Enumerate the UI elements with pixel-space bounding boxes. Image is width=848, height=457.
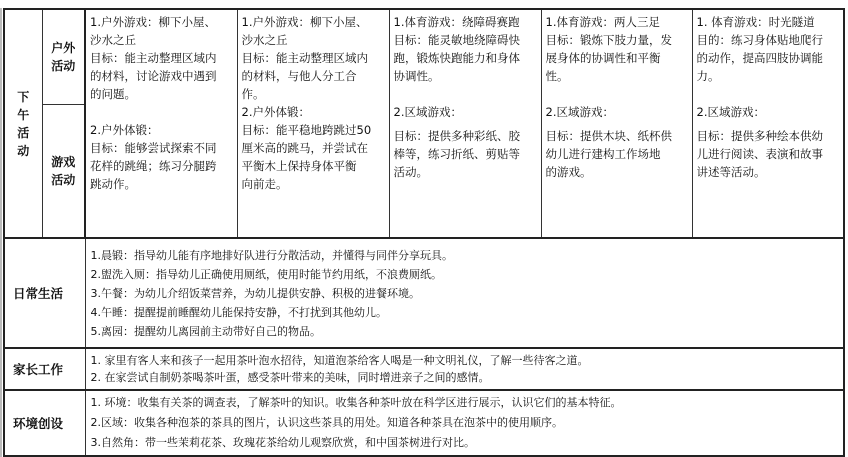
day5-line: 目的：练习身体贴地爬行 bbox=[696, 33, 823, 47]
day1-line: 的材料，讨论游戏中遇到 bbox=[90, 69, 217, 83]
environment-row bbox=[4, 390, 844, 456]
day4-line: 性。 bbox=[545, 69, 569, 83]
day5-line: 的动作，提高四肢协调能 bbox=[696, 51, 823, 65]
day3-line: 棒等，练习折纸、剪贴等 bbox=[393, 147, 520, 161]
environment-item: 2.区域：收集各种泡茶的茶具的图片，认识这些茶具的用处。知道各种茶具在泡茶中的使用顺序。 bbox=[90, 416, 563, 429]
day3-line: 2.区域游戏： bbox=[393, 105, 462, 119]
daily-life-label-cell bbox=[4, 238, 85, 348]
day5-line: 1. 体育游戏：时光隧道 bbox=[696, 15, 815, 29]
day4-line: 目标：锻炼下肢力量，发 bbox=[545, 33, 672, 47]
day5-line: 儿进行阅读、表演和故事 bbox=[696, 147, 823, 161]
environment-label: 环境创设 bbox=[13, 416, 64, 431]
day2-line: 平衡木上保持身体平衡 bbox=[241, 159, 357, 173]
outdoor-activity-label-cell bbox=[42, 9, 85, 104]
day2-line: 1.户外游戏：柳下小屋、 bbox=[241, 15, 368, 29]
day3-line: 活动。 bbox=[393, 165, 428, 179]
day1-line: 目标：能够尝试探索不同 bbox=[90, 141, 217, 155]
daily-life-item: 4.午睡：提醒提前睡醒幼儿能保持安静，不打扰到其他幼儿。 bbox=[90, 305, 387, 319]
outdoor-activity-label: 户外活动 bbox=[51, 40, 76, 73]
day-cell-3 bbox=[389, 9, 541, 238]
daily-life-item: 1.晨锻：指导幼儿能有序地排好队进行分散活动，并懂得与同伴分享玩具。 bbox=[90, 248, 453, 262]
environment-item: 1. 环境：收集有关茶的调查表，了解茶叶的知识。收集各种茶叶放在科学区进行展示，认识它们的基本特征。 bbox=[90, 396, 622, 409]
game-activity-label: 游戏活动 bbox=[51, 154, 76, 187]
day5-line: 讲述等活动。 bbox=[696, 165, 766, 179]
day2-line: 作。 bbox=[241, 87, 265, 101]
afternoon-row-top bbox=[4, 9, 844, 104]
day4-line: 1.体育游戏：两人三足 bbox=[545, 15, 660, 29]
day3-line: 跑，锻炼快跑能力和身体 bbox=[393, 51, 520, 65]
day4-line: 幼儿进行建构工作场地 bbox=[545, 147, 661, 161]
environment-label-cell bbox=[4, 390, 85, 456]
day2-line: 目标：能主动整理区域内 bbox=[241, 51, 368, 65]
daily-life-label: 日常生活 bbox=[13, 286, 64, 301]
day-cell-5 bbox=[692, 9, 844, 238]
day1-line: 2.户外体锻： bbox=[90, 123, 159, 137]
weekly-plan-table bbox=[3, 8, 845, 457]
day4-line: 2.区域游戏： bbox=[545, 105, 614, 119]
daily-life-item: 5.离园：提醒幼儿离园前主动带好自己的物品。 bbox=[90, 324, 321, 338]
parent-work-item: 1. 家里有客人来和孩子一起用茶叶泡水招待，知道泡茶给客人喝是一种文明礼仪，了解一些待客之道。 bbox=[90, 354, 589, 367]
day4-line: 目标：提供木块、纸杯供 bbox=[545, 129, 672, 143]
day-cell-1 bbox=[85, 9, 237, 238]
daily-life-item: 3.午餐：为幼儿介绍饭菜营养，为幼儿提供安静、积极的进餐环境。 bbox=[90, 286, 420, 300]
day3-line: 目标：提供多种彩纸、胶 bbox=[393, 129, 520, 143]
game-activity-label-cell bbox=[42, 104, 85, 238]
daily-life-item: 2.盥洗入厕：指导幼儿正确使用厕纸，使用时能节约用纸，不浪费厕纸。 bbox=[90, 267, 442, 281]
day2-line: 2.户外体锻： bbox=[241, 105, 310, 119]
day5-line: 目标：提供多种绘本供幼 bbox=[696, 129, 823, 143]
afternoon-period-cell bbox=[4, 9, 42, 238]
day4-line: 的游戏。 bbox=[545, 165, 592, 179]
parent-work-row bbox=[4, 348, 844, 390]
daily-life-content bbox=[85, 238, 844, 348]
day5-line: 2.区域游戏： bbox=[696, 105, 765, 119]
environment-content bbox=[85, 390, 844, 456]
afternoon-period-label: 下午活动 bbox=[17, 89, 30, 158]
day1-line: 沙水之丘 bbox=[90, 33, 136, 47]
day5-line: 力。 bbox=[696, 69, 720, 83]
day1-line: 的问题。 bbox=[90, 87, 136, 101]
day2-line: 厘米高的跳马，并尝试在 bbox=[241, 141, 368, 155]
day3-line: 目标：能灵敏地绕障碍快 bbox=[393, 33, 520, 47]
parent-work-content bbox=[85, 348, 844, 390]
day2-line: 向前走。 bbox=[241, 177, 288, 191]
day1-line: 跳动作。 bbox=[90, 177, 136, 191]
day2-line: 的材料，与他人分工合 bbox=[241, 69, 357, 83]
day2-line: 目标：能平稳地跨跳过50 bbox=[241, 123, 372, 137]
daily-life-row bbox=[4, 238, 844, 348]
day-cell-2 bbox=[237, 9, 389, 238]
environment-item: 3.自然角：带一些茉莉花茶、玫瑰花茶给幼儿观察欣赏，和中国茶树进行对比。 bbox=[90, 436, 475, 449]
left-edge-rule bbox=[0, 8, 2, 457]
day4-line: 展身体的协调性和平衡 bbox=[545, 51, 661, 65]
day3-line: 1.体育游戏：绕障碍赛跑 bbox=[393, 15, 520, 29]
day1-line: 1.户外游戏：柳下小屋、 bbox=[90, 15, 216, 29]
parent-work-label-cell bbox=[4, 348, 85, 390]
day3-line: 协调性。 bbox=[393, 69, 440, 83]
parent-work-item: 2. 在家尝试自制奶茶喝茶叶蛋，感受茶叶带来的美味，同时增进亲子之间的感情。 bbox=[90, 371, 490, 384]
parent-work-label: 家长工作 bbox=[13, 362, 64, 377]
day2-line: 沙水之丘 bbox=[241, 33, 288, 47]
day-cell-4 bbox=[541, 9, 692, 238]
day1-line: 花样的跳绳；练习分腿跨 bbox=[90, 159, 217, 173]
day1-line: 目标：能主动整理区域内 bbox=[90, 51, 217, 65]
